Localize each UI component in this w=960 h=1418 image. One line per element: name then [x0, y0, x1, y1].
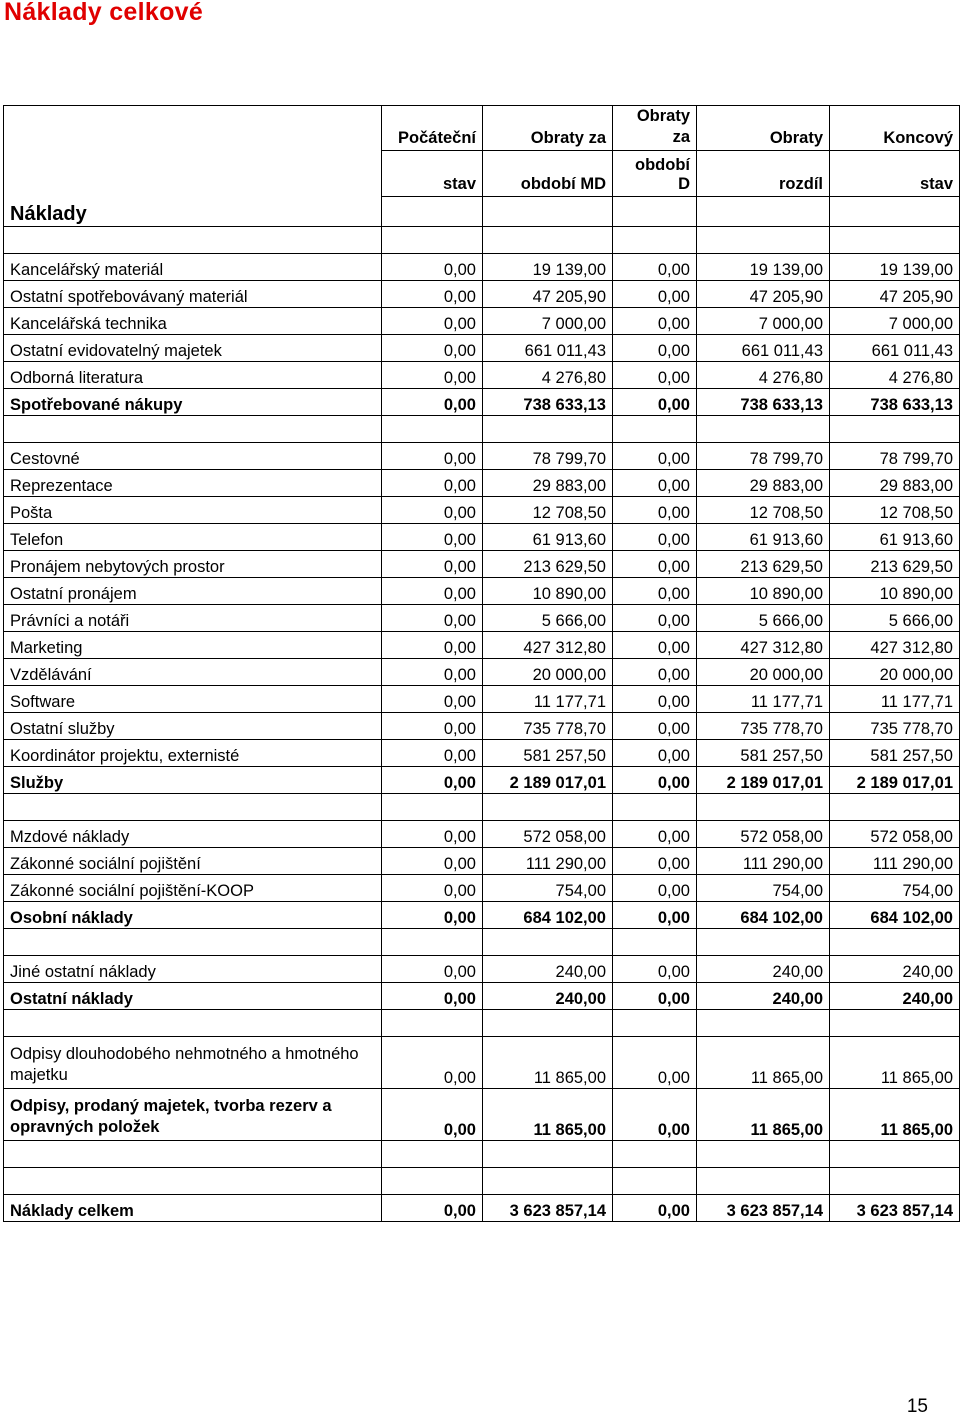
row-value: 0,00: [613, 1037, 697, 1089]
table-row: [4, 659, 960, 686]
table-row: [4, 335, 960, 362]
row-label: Ostatní pronájem: [4, 578, 382, 605]
row-value: 0,00: [613, 551, 697, 578]
row-label: Odpisy, prodaný majetek, tvorba rezerv a opravných položek: [4, 1089, 382, 1141]
row-value: 738 633,13: [483, 389, 613, 416]
row-value: 581 257,50: [697, 740, 830, 767]
table-row: [4, 740, 960, 767]
row-value: 684 102,00: [697, 902, 830, 929]
row-label: Vzdělávání: [4, 659, 382, 686]
row-value: 3 623 857,14: [483, 1195, 613, 1222]
subtotal-row: [4, 902, 960, 929]
row-value: 240,00: [697, 983, 830, 1010]
row-value: 0,00: [613, 740, 697, 767]
table-row: [4, 713, 960, 740]
row-value: 0,00: [613, 713, 697, 740]
column-header: Koncový: [830, 106, 960, 151]
row-value: 0,00: [613, 470, 697, 497]
subtotal-row: [4, 389, 960, 416]
row-value: 0,00: [613, 1089, 697, 1141]
row-value: 0,00: [382, 632, 483, 659]
row-value: 12 708,50: [830, 497, 960, 524]
row-value: 0,00: [613, 362, 697, 389]
subtotal-row: [4, 767, 960, 794]
row-value: 11 865,00: [697, 1089, 830, 1141]
column-header: období MD: [483, 151, 613, 197]
row-value: 11 865,00: [697, 1037, 830, 1089]
row-value: 47 205,90: [483, 281, 613, 308]
row-label: Odpisy dlouhodobého nehmotného a hmotného majetku: [4, 1037, 382, 1089]
row-value: 29 883,00: [830, 470, 960, 497]
row-value: 661 011,43: [697, 335, 830, 362]
row-value: 572 058,00: [830, 821, 960, 848]
row-label: Koordinátor projektu, externisté: [4, 740, 382, 767]
row-value: 2 189 017,01: [483, 767, 613, 794]
table-row: [4, 686, 960, 713]
row-value: 0,00: [613, 659, 697, 686]
row-label: Reprezentace: [4, 470, 382, 497]
row-value: 0,00: [382, 470, 483, 497]
row-value: 0,00: [382, 605, 483, 632]
row-value: 0,00: [382, 1037, 483, 1089]
row-value: 735 778,70: [483, 713, 613, 740]
row-value: 4 276,80: [830, 362, 960, 389]
row-value: 0,00: [613, 497, 697, 524]
table-row: [4, 551, 960, 578]
row-value: 12 708,50: [483, 497, 613, 524]
table-row: [4, 362, 960, 389]
row-value: 0,00: [613, 308, 697, 335]
row-value: 0,00: [382, 524, 483, 551]
table-row: [4, 308, 960, 335]
column-header: Obraty: [697, 106, 830, 151]
row-value: 4 276,80: [697, 362, 830, 389]
row-value: 5 666,00: [697, 605, 830, 632]
row-label: Odborná literatura: [4, 362, 382, 389]
row-value: 572 058,00: [483, 821, 613, 848]
row-value: 11 865,00: [483, 1037, 613, 1089]
row-value: 0,00: [613, 875, 697, 902]
table-row: [4, 497, 960, 524]
row-value: 240,00: [830, 956, 960, 983]
row-value: 0,00: [382, 308, 483, 335]
row-value: 735 778,70: [830, 713, 960, 740]
row-label: Software: [4, 686, 382, 713]
row-label: Služby: [4, 767, 382, 794]
spacer-row: [4, 416, 960, 443]
row-value: 0,00: [382, 551, 483, 578]
grand-total-row: [4, 1195, 960, 1222]
row-value: 20 000,00: [830, 659, 960, 686]
row-value: 0,00: [382, 713, 483, 740]
row-value: 11 865,00: [830, 1037, 960, 1089]
row-value: 0,00: [382, 1195, 483, 1222]
row-value: 0,00: [613, 821, 697, 848]
row-label: Ostatní náklady: [4, 983, 382, 1010]
row-label: Osobní náklady: [4, 902, 382, 929]
row-value: 0,00: [382, 578, 483, 605]
table-row: [4, 875, 960, 902]
row-value: 78 799,70: [830, 443, 960, 470]
row-value: 19 139,00: [830, 254, 960, 281]
table-row: [4, 578, 960, 605]
row-value: 0,00: [613, 524, 697, 551]
row-value: 61 913,60: [483, 524, 613, 551]
header-label: Náklady: [4, 106, 382, 227]
subtotal-row: [4, 983, 960, 1010]
spacer-row: [4, 794, 960, 821]
row-value: 684 102,00: [830, 902, 960, 929]
row-value: 213 629,50: [830, 551, 960, 578]
row-value: 0,00: [382, 254, 483, 281]
row-label: Telefon: [4, 524, 382, 551]
row-value: 213 629,50: [697, 551, 830, 578]
table-row: [4, 632, 960, 659]
row-value: 0,00: [382, 362, 483, 389]
row-value: 754,00: [830, 875, 960, 902]
spacer-row: [4, 227, 960, 254]
row-value: 0,00: [382, 659, 483, 686]
row-value: 111 290,00: [483, 848, 613, 875]
row-value: 0,00: [382, 497, 483, 524]
row-value: 0,00: [382, 389, 483, 416]
row-value: 78 799,70: [483, 443, 613, 470]
row-value: 47 205,90: [830, 281, 960, 308]
row-value: 5 666,00: [483, 605, 613, 632]
table-row: [4, 605, 960, 632]
row-value: 0,00: [382, 686, 483, 713]
row-value: 0,00: [613, 848, 697, 875]
row-value: 0,00: [613, 389, 697, 416]
row-label: Marketing: [4, 632, 382, 659]
row-label: Cestovné: [4, 443, 382, 470]
row-value: 0,00: [613, 767, 697, 794]
row-value: 11 177,71: [830, 686, 960, 713]
column-header: rozdíl: [697, 151, 830, 197]
column-header: stav: [830, 151, 960, 197]
row-label: Mzdové náklady: [4, 821, 382, 848]
row-value: 0,00: [613, 443, 697, 470]
row-value: 10 890,00: [830, 578, 960, 605]
row-value: 61 913,60: [830, 524, 960, 551]
row-value: 427 312,80: [830, 632, 960, 659]
row-value: 738 633,13: [697, 389, 830, 416]
row-label: Náklady celkem: [4, 1195, 382, 1222]
row-value: 684 102,00: [483, 902, 613, 929]
row-value: 0,00: [382, 983, 483, 1010]
row-value: 0,00: [613, 1195, 697, 1222]
row-value: 572 058,00: [697, 821, 830, 848]
table-row: [4, 848, 960, 875]
row-value: 0,00: [382, 443, 483, 470]
row-label: Pronájem nebytových prostor: [4, 551, 382, 578]
row-value: 0,00: [382, 902, 483, 929]
row-value: 2 189 017,01: [830, 767, 960, 794]
row-value: 213 629,50: [483, 551, 613, 578]
row-value: 0,00: [613, 686, 697, 713]
row-value: 581 257,50: [830, 740, 960, 767]
row-value: 0,00: [613, 983, 697, 1010]
column-header: Obraty za: [613, 106, 697, 151]
spacer-row: [4, 1141, 960, 1168]
row-value: 0,00: [613, 578, 697, 605]
row-value: 10 890,00: [483, 578, 613, 605]
row-value: 11 177,71: [697, 686, 830, 713]
row-value: 29 883,00: [697, 470, 830, 497]
table-row: [4, 470, 960, 497]
row-value: 11 865,00: [483, 1089, 613, 1141]
row-value: 12 708,50: [697, 497, 830, 524]
table-row: [4, 281, 960, 308]
column-header: stav: [382, 151, 483, 197]
row-value: 0,00: [382, 281, 483, 308]
row-value: 738 633,13: [830, 389, 960, 416]
row-value: 581 257,50: [483, 740, 613, 767]
row-value: 0,00: [382, 767, 483, 794]
row-value: 427 312,80: [483, 632, 613, 659]
row-value: 111 290,00: [830, 848, 960, 875]
row-value: 19 139,00: [483, 254, 613, 281]
row-label: Kancelářská technika: [4, 308, 382, 335]
row-label: Pošta: [4, 497, 382, 524]
row-value: 19 139,00: [697, 254, 830, 281]
table-row: [4, 443, 960, 470]
row-value: 661 011,43: [483, 335, 613, 362]
row-value: 3 623 857,14: [697, 1195, 830, 1222]
row-value: 735 778,70: [697, 713, 830, 740]
row-value: 29 883,00: [483, 470, 613, 497]
header-row: [4, 106, 960, 151]
table-row: [4, 1037, 960, 1089]
row-value: 754,00: [697, 875, 830, 902]
table-row: [4, 254, 960, 281]
row-value: 0,00: [382, 848, 483, 875]
spacer-row: [4, 1010, 960, 1037]
page-title: Náklady celkové: [4, 0, 204, 26]
row-value: 7 000,00: [483, 308, 613, 335]
column-header: období D: [613, 151, 697, 197]
column-header: Obraty za: [483, 106, 613, 151]
row-label: Ostatní evidovatelný majetek: [4, 335, 382, 362]
row-value: 0,00: [613, 605, 697, 632]
column-header: Počáteční: [382, 106, 483, 151]
spacer-row: [4, 929, 960, 956]
row-value: 7 000,00: [697, 308, 830, 335]
row-value: 0,00: [613, 254, 697, 281]
row-value: 10 890,00: [697, 578, 830, 605]
table-row: [4, 524, 960, 551]
subtotal-row: [4, 1089, 960, 1141]
row-value: 754,00: [483, 875, 613, 902]
table-row: [4, 821, 960, 848]
row-value: 0,00: [382, 875, 483, 902]
row-value: 240,00: [483, 983, 613, 1010]
row-value: 20 000,00: [697, 659, 830, 686]
row-label: Zákonné sociální pojištění-KOOP: [4, 875, 382, 902]
row-label: Ostatní spotřebovávaný materiál: [4, 281, 382, 308]
row-value: 0,00: [613, 281, 697, 308]
page-number: 15: [906, 1396, 928, 1417]
row-label: Ostatní služby: [4, 713, 382, 740]
costs-table: [3, 105, 960, 1222]
row-value: 11 177,71: [483, 686, 613, 713]
row-value: 0,00: [613, 335, 697, 362]
row-value: 427 312,80: [697, 632, 830, 659]
row-label: Právníci a notáři: [4, 605, 382, 632]
row-value: 2 189 017,01: [697, 767, 830, 794]
row-value: 240,00: [483, 956, 613, 983]
row-label: Kancelářský materiál: [4, 254, 382, 281]
row-value: 3 623 857,14: [830, 1195, 960, 1222]
row-value: 0,00: [382, 821, 483, 848]
row-value: 0,00: [382, 956, 483, 983]
row-value: 111 290,00: [697, 848, 830, 875]
row-value: 47 205,90: [697, 281, 830, 308]
row-label: Spotřebované nákupy: [4, 389, 382, 416]
row-value: 61 913,60: [697, 524, 830, 551]
row-label: Zákonné sociální pojištění: [4, 848, 382, 875]
row-value: 0,00: [613, 956, 697, 983]
row-value: 5 666,00: [830, 605, 960, 632]
spacer-row: [4, 1168, 960, 1195]
row-value: 0,00: [613, 902, 697, 929]
row-value: 0,00: [613, 632, 697, 659]
row-label: Jiné ostatní náklady: [4, 956, 382, 983]
row-value: 20 000,00: [483, 659, 613, 686]
row-value: 78 799,70: [697, 443, 830, 470]
row-value: 4 276,80: [483, 362, 613, 389]
table-row: [4, 956, 960, 983]
row-value: 0,00: [382, 740, 483, 767]
row-value: 7 000,00: [830, 308, 960, 335]
row-value: 661 011,43: [830, 335, 960, 362]
row-value: 0,00: [382, 335, 483, 362]
row-value: 0,00: [382, 1089, 483, 1141]
row-value: 11 865,00: [830, 1089, 960, 1141]
row-value: 240,00: [697, 956, 830, 983]
row-value: 240,00: [830, 983, 960, 1010]
